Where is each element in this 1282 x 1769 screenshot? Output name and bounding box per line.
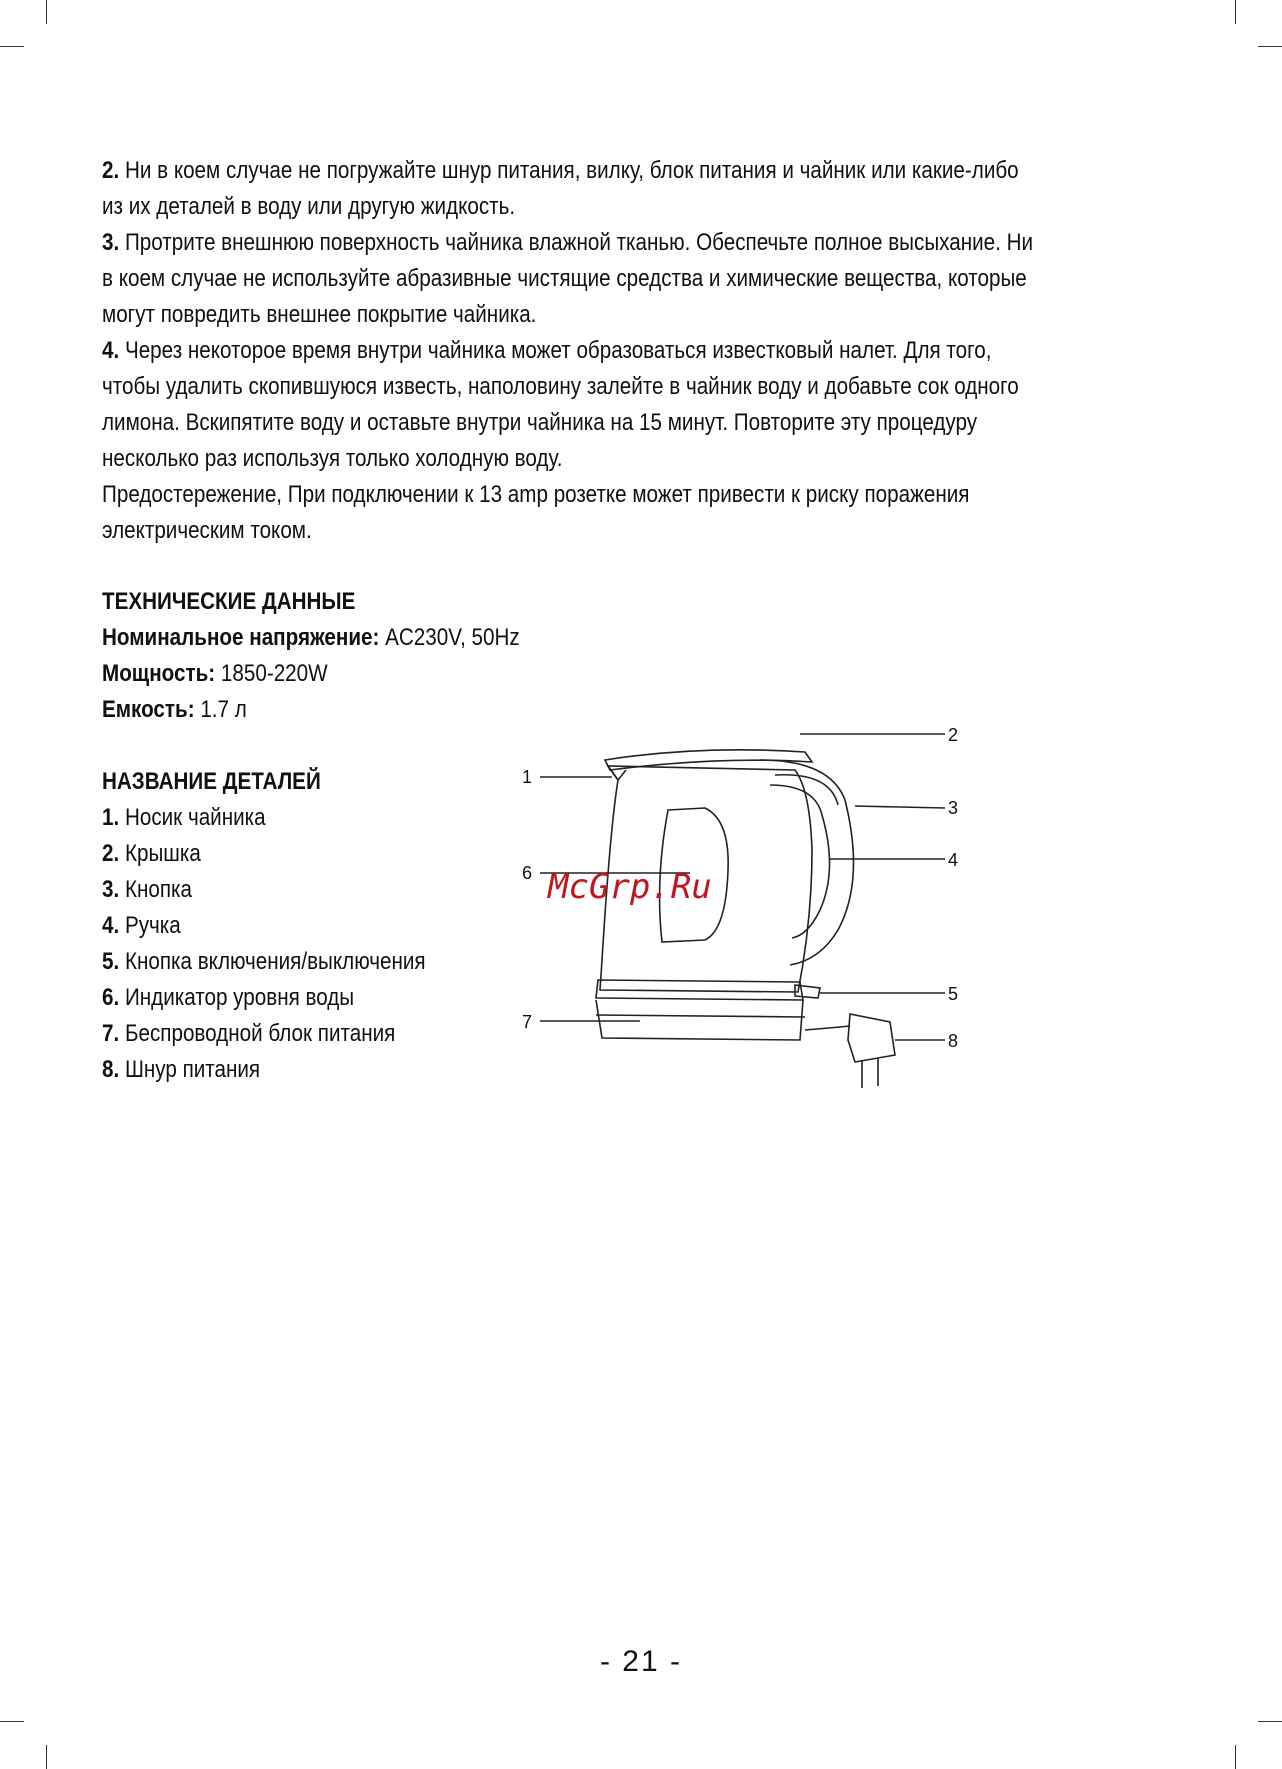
parts-heading: НАЗВАНИЕ ДЕТАЛЕЙ — [102, 768, 321, 795]
warning-paragraph: Предостережение, При подключении к 13 amp розетке может привести к риску поражения электрическим током. — [102, 481, 970, 544]
plug — [848, 1014, 895, 1062]
power-base — [596, 1000, 803, 1040]
paragraph-4: 4. Через некоторое время внутри чайника может образоваться известковый налет. Для того, чтобы удалить скопившуюся известь, наполовину залейте в чайник воду и добавьте сок одного лимона. Вскипятите воду и оставьте внутри чайника на 15 минут. Повторите эту процедуру несколько раз используя только холодную воду. — [102, 337, 1019, 472]
callout-2: 2 — [948, 725, 959, 745]
watermark: McGrp.Ru — [548, 867, 712, 907]
part-item: 4. Ручка — [102, 912, 181, 939]
part-item: 7. Беспроводной блок питания — [102, 1020, 396, 1047]
spec-voltage: Номинальное напряжение: AC230V, 50Hz — [102, 624, 520, 651]
spec-capacity: Емкость: 1.7 л — [102, 696, 247, 723]
callout-6: 6 — [522, 863, 533, 883]
spec-power: Мощность: 1850-220W — [102, 660, 328, 687]
part-item: 5. Кнопка включения/выключения — [102, 948, 426, 975]
part-item: 2. Крышка — [102, 840, 201, 867]
callout-4: 4 — [948, 850, 959, 870]
part-item: 6. Индикатор уровня воды — [102, 984, 355, 1011]
page-number: - 21 - — [599, 1645, 683, 1678]
callout-8: 8 — [948, 1031, 959, 1051]
part-item: 1. Носик чайника — [102, 804, 266, 831]
cord — [805, 1026, 850, 1030]
paragraph-2: 2. Ни в коем случае не погружайте шнур питания, вилку, блок питания и чайник или какие-либо из их деталей в воду или другую жидкость. — [102, 157, 1019, 220]
callout-5: 5 — [948, 984, 959, 1004]
callout-7: 7 — [522, 1012, 533, 1032]
part-item: 8. Шнур питания — [102, 1056, 261, 1083]
part-item: 3. Кнопка — [102, 876, 192, 903]
handle-inner — [770, 785, 830, 938]
callout-1: 1 — [522, 767, 533, 787]
callout-3: 3 — [948, 798, 959, 818]
specs-heading: ТЕХНИЧЕСКИЕ ДАННЫЕ — [102, 588, 356, 615]
leader-3 — [855, 806, 945, 808]
paragraph-3: 3. Протрите внешнюю поверхность чайника влажной тканью. Обеспечьте полное высыхание. Ни в коем случае не используйте абразивные чистящие средства и химические вещества, которые могут повредить внешнее покрытие чайника. — [102, 229, 1034, 328]
